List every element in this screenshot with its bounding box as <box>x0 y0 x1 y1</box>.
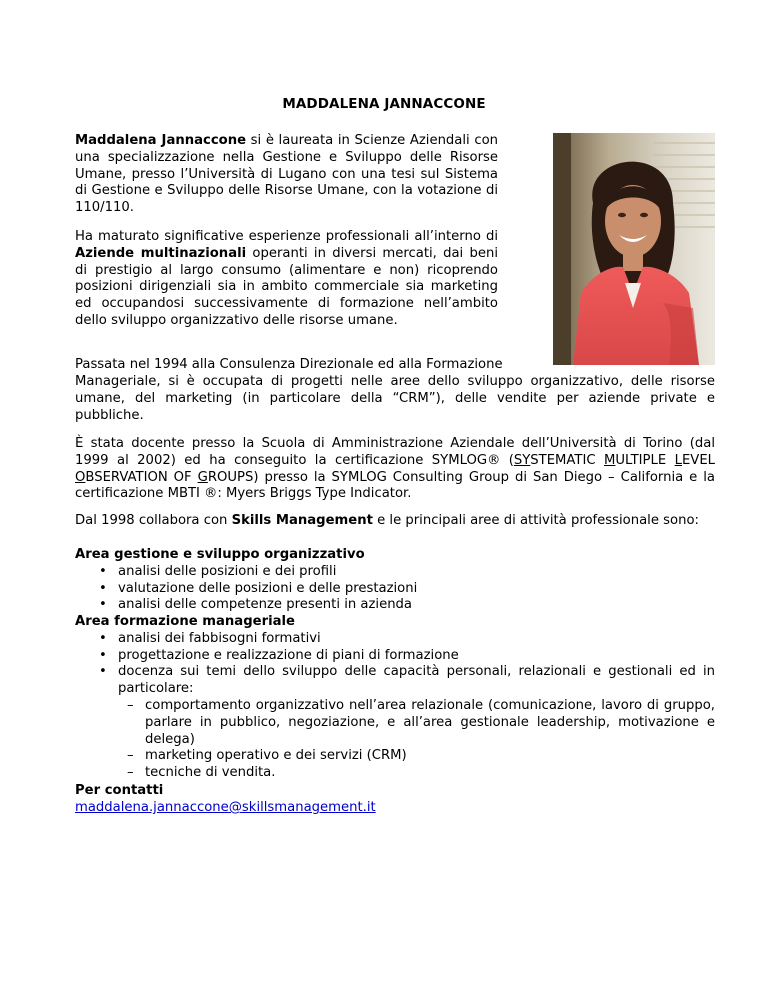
area-heading: Area formazione manageriale <box>75 614 295 629</box>
person-name: Maddalena Jannaccone <box>75 133 247 148</box>
sub-list-item: – marketing operativo e dei servizi (CRM) <box>127 748 407 764</box>
bullet-icon: • <box>99 563 107 579</box>
bullet-icon: • <box>99 630 107 646</box>
area-organizational-development <box>75 547 715 614</box>
bullet-icon: • <box>99 580 107 596</box>
dash-icon: – <box>127 765 134 781</box>
paragraph-certifications: È stata docente presso la Scuola di Amministrazione Aziendale dell’Università di Torino (dal 1999 al 2002) ed ha conseguito la certificazione SYMLOG® (SYSTEMATIC MULTIPLE LEVEL OBSERVATION OF GROUPS) presso la SYMLOG Consulting Group di San Diego – California e la certificazione MBTI ®: Myers Briggs Type Indicator. <box>75 436 716 502</box>
list-item: • analisi dei fabbisogni formativi <box>99 630 321 646</box>
bullet-icon: • <box>99 664 107 680</box>
bullet-icon: • <box>99 597 107 613</box>
list-item: • analisi delle posizioni e dei profili <box>99 563 337 579</box>
sub-list-item: – tecniche di vendita. <box>127 765 276 781</box>
area-heading: Area gestione e sviluppo organizzativo <box>75 547 365 562</box>
sub-list-item: – comportamento organizzativo nell’area relazionale (comunicazione, lavoro di gruppo, parlare in pubblico, negoziazione, e all’area gestionale leadership, motivazione e delega) <box>127 697 715 747</box>
list-item: • valutazione delle posizioni e delle prestazioni <box>99 580 418 596</box>
contact-heading: Per contatti <box>75 783 164 798</box>
bullet-icon: • <box>99 647 107 663</box>
paragraph-consulting-line1: Passata nel 1994 alla Consulenza Direzionale ed alla Formazione <box>75 357 503 372</box>
page-title: MADDALENA JANNACCONE <box>282 96 486 112</box>
list-item: • analisi delle competenze presenti in azienda <box>99 597 413 613</box>
portrait-photo <box>553 133 715 365</box>
paragraph-collaboration: Dal 1998 collabora con Skills Management e le principali aree di attività professionale sono: <box>75 513 699 528</box>
paragraph-experience: Ha maturato significative esperienze professionali all’interno di Aziende multinazionali operanti in diversi mercati, dai beni di prestigio al largo consumo (alimentare e non) ricoprendo posizioni dirigenziali sia in ambito commerciale sia marketing ed occupandosi successivamente di formazione nell’ambito dello sviluppo organizzativo delle risorse umane. <box>75 229 498 328</box>
list-item: • progettazione e realizzazione di piani di formazione <box>99 647 459 663</box>
list-item: • docenza sui temi dello sviluppo delle capacità personali, relazionali e gestionali ed in particolare: <box>99 664 715 697</box>
dash-icon: – <box>127 748 134 764</box>
email-link[interactable]: maddalena.jannaccone@skillsmanagement.it <box>75 800 376 815</box>
paragraph-consulting: Manageriale, si è occupata di progetti nelle aree dello sviluppo organizzativo, delle risorse umane, del marketing (in particolare della “CRM”), delle vendite per aziende private e pubbliche. <box>75 374 715 423</box>
area-managerial-training <box>75 614 715 782</box>
dash-icon: – <box>127 697 134 713</box>
paragraph-education: Maddalena Jannaccone si è laureata in Scienze Aziendali con una specializzazione nella Gestione e Sviluppo delle Risorse Umane, presso l’Università di Lugano con una tesi sul Sistema di Gestione e Sviluppo delle Risorse Umane, con la votazione di 110/110. <box>75 133 498 216</box>
